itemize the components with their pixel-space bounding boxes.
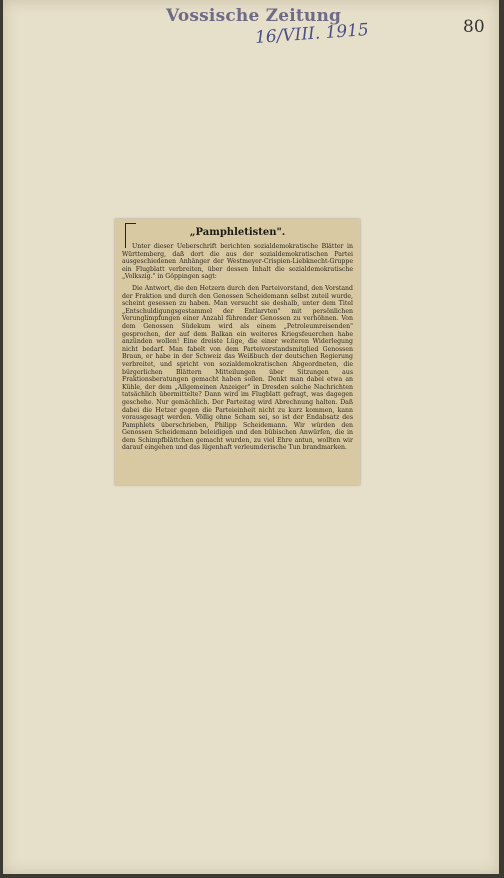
archive-sheet bbox=[3, 0, 499, 874]
clipping-headline: „Pamphletisten". bbox=[189, 227, 286, 238]
newspaper-clipping bbox=[115, 219, 360, 485]
newspaper-stamp: Vossische Zeitung bbox=[166, 6, 342, 26]
handwritten-date: 16/VIII. 1915 bbox=[254, 20, 370, 48]
clipping-intro: Unter dieser Ueberschrift berichten sozialdemokratische Blätter in Württemberg, daß dort die aus der sozialdemokratischen Partei ausgeschiedenen Anhänger der Westmeyer-Crispien-Liebknecht-Gruppe ein Flugblatt verbreiten, über dessen Inhalt die sozialdemokratische „Volkszig." in Göppingen sagt: bbox=[122, 243, 353, 281]
page-number: 80 bbox=[463, 17, 485, 37]
clipping-body: Die Antwort, die den Hetzern durch den Parteivorstand, den Vorstand der Fraktion und durch den Genossen Scheidemann selbst zuteil wurde, scheint gesessen zu haben. Man versucht sie deshalb, unter dem Titel „Entschuldigungsgestammel der Entlarvten" mit persönlichen Verunglimpfungen einer Anzahl führender Genossen zu verhöhnen. Von dem Genossen Südekum wird als einem „Petroleumreisenden" gesprochen, der auf dem Balkan ein weiteres Kriegsfeuerchen habe anzünden wollen! Eine dreiste Lüge, die einer weiteren Widerlegung nicht bedarf. Man fabelt von dem Parteivorstandsmitglied Genossen Braun, er habe in der Schweiz das Weißbuch der deutschen Regierung verbreitet, und spricht von sozialdemokratischen Abgeordneten, die bürgerlichen Blättern Mitteilungen über Sitzungen aus Fraktionsberatungen gemacht haben sollen. Denkt man dabei etwa an Kühle, der dem „Allgemeinen Anzeiger" in Dresden solche Nachrichten tatsächlich übermittelte? Dann wird im Flugblatt gefragt, was dagegen geschehe. Nur gemächlich. Der Parteitag wird Abrechnung halten. Daß dabei die Hetzer gegen die Parteieinheit nicht zu kurz kommen, kann vorausgesagt werden. Völlig ohne Scham sei, so ist der Endabsatz des Pamphlets überschrieben, Philipp Scheidemann. Wir würden den Genossen Scheidemann beleidigen und den bübischen Anwürfen, die in dem Schimpfblättchen gemacht wurden, zu viel Ehre antun, wollten wir darauf eingehen und das lügenhaft verleumderische Tun brandmarken. bbox=[122, 285, 353, 452]
